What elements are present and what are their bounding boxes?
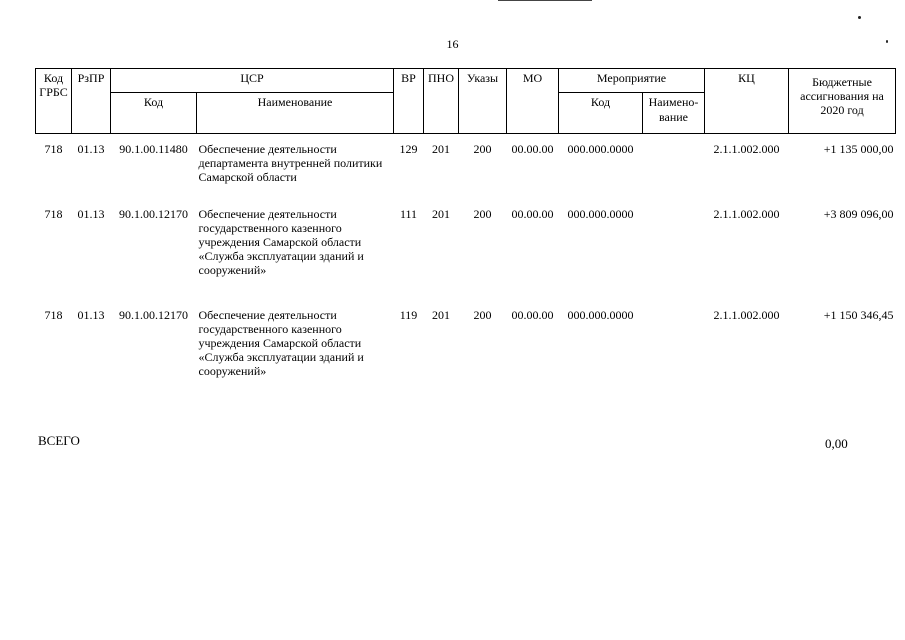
- cell-grbs: 718: [44, 308, 63, 322]
- header-csr-name: Наименование: [197, 93, 394, 134]
- total-value: 0,00: [825, 436, 848, 451]
- cell-mer-name: [643, 308, 705, 398]
- row-spacer: [36, 134, 896, 143]
- header-mer-kod: Код: [559, 93, 643, 134]
- cell-name: Обеспечение деятельности государственного казенного учреждения Самарской области «Служба эксплуатации зданий и сооружений»: [198, 308, 364, 378]
- cell-ukazy: 200: [473, 142, 492, 156]
- header-csr-kod: Код: [111, 93, 197, 134]
- cell-amount: +3 809 096,00: [823, 207, 894, 221]
- cell-amount: +1 150 346,45: [823, 308, 894, 322]
- scan-speck: [858, 16, 861, 19]
- cell-pno: 201: [432, 308, 450, 322]
- cell-mer-code: 000.000.0000: [567, 207, 634, 221]
- header-mer-name: Наимено-вание: [643, 93, 705, 134]
- cell-csr-code: 90.1.00.12170: [119, 308, 188, 322]
- cell-csr-code: 90.1.00.11480: [119, 142, 188, 156]
- cell-ukazy: 200: [473, 207, 492, 221]
- table-row: [36, 207, 896, 308]
- cell-mer-name: [643, 142, 705, 207]
- cell-mer-code: 000.000.0000: [567, 308, 634, 322]
- cell-mo: 00.00.00: [511, 308, 554, 322]
- header-ukazy: Указы: [459, 69, 507, 134]
- page-number: 16: [446, 37, 459, 51]
- cell-amount: +1 135 000,00: [823, 142, 894, 156]
- cell-mer-code: 000.000.0000: [567, 142, 634, 156]
- header-kod-grbs: Код ГРБС: [36, 69, 72, 134]
- cell-kc: 2.1.1.002.000: [713, 207, 780, 221]
- header-budget: Бюджетные ассигнования на 2020 год: [789, 69, 896, 134]
- scan-top-line: [498, 0, 592, 1]
- header-meropriyatie: Мероприятие: [559, 69, 705, 93]
- header-csr: ЦСР: [111, 69, 394, 93]
- header-mo: МО: [507, 69, 559, 134]
- cell-pno: 201: [432, 207, 450, 221]
- cell-grbs: 718: [44, 207, 63, 221]
- cell-name: Обеспечение деятельности государственного казенного учреждения Самарской области «Служба эксплуатации зданий и сооружений»: [198, 207, 364, 277]
- header-vr: ВР: [394, 69, 424, 134]
- cell-grbs: 718: [44, 142, 63, 156]
- table-header-row: [36, 69, 896, 93]
- cell-csr-code: 90.1.00.12170: [119, 207, 188, 221]
- cell-rzpr: 01.13: [77, 308, 105, 322]
- cell-ukazy: 200: [473, 308, 492, 322]
- cell-name: Обеспечение деятельности департамента внутренней политики Самарской области: [198, 142, 383, 184]
- cell-rzpr: 01.13: [77, 207, 105, 221]
- header-rzpr: РзПР: [72, 69, 111, 134]
- cell-vr: 129: [399, 142, 418, 156]
- total-label: ВСЕГО: [38, 433, 80, 448]
- table-row: [36, 308, 896, 398]
- table-row: [36, 142, 896, 207]
- cell-mo: 00.00.00: [511, 207, 554, 221]
- cell-rzpr: 01.13: [77, 142, 105, 156]
- budget-table: [35, 68, 896, 398]
- cell-mer-name: [643, 207, 705, 308]
- header-pno: ПНО: [424, 69, 459, 134]
- cell-pno: 201: [432, 142, 450, 156]
- cell-vr: 119: [399, 308, 418, 322]
- cell-vr: 111: [399, 207, 418, 221]
- cell-mo: 00.00.00: [511, 142, 554, 156]
- cell-kc: 2.1.1.002.000: [713, 142, 780, 156]
- cell-kc: 2.1.1.002.000: [713, 308, 780, 322]
- header-kc: КЦ: [705, 69, 789, 134]
